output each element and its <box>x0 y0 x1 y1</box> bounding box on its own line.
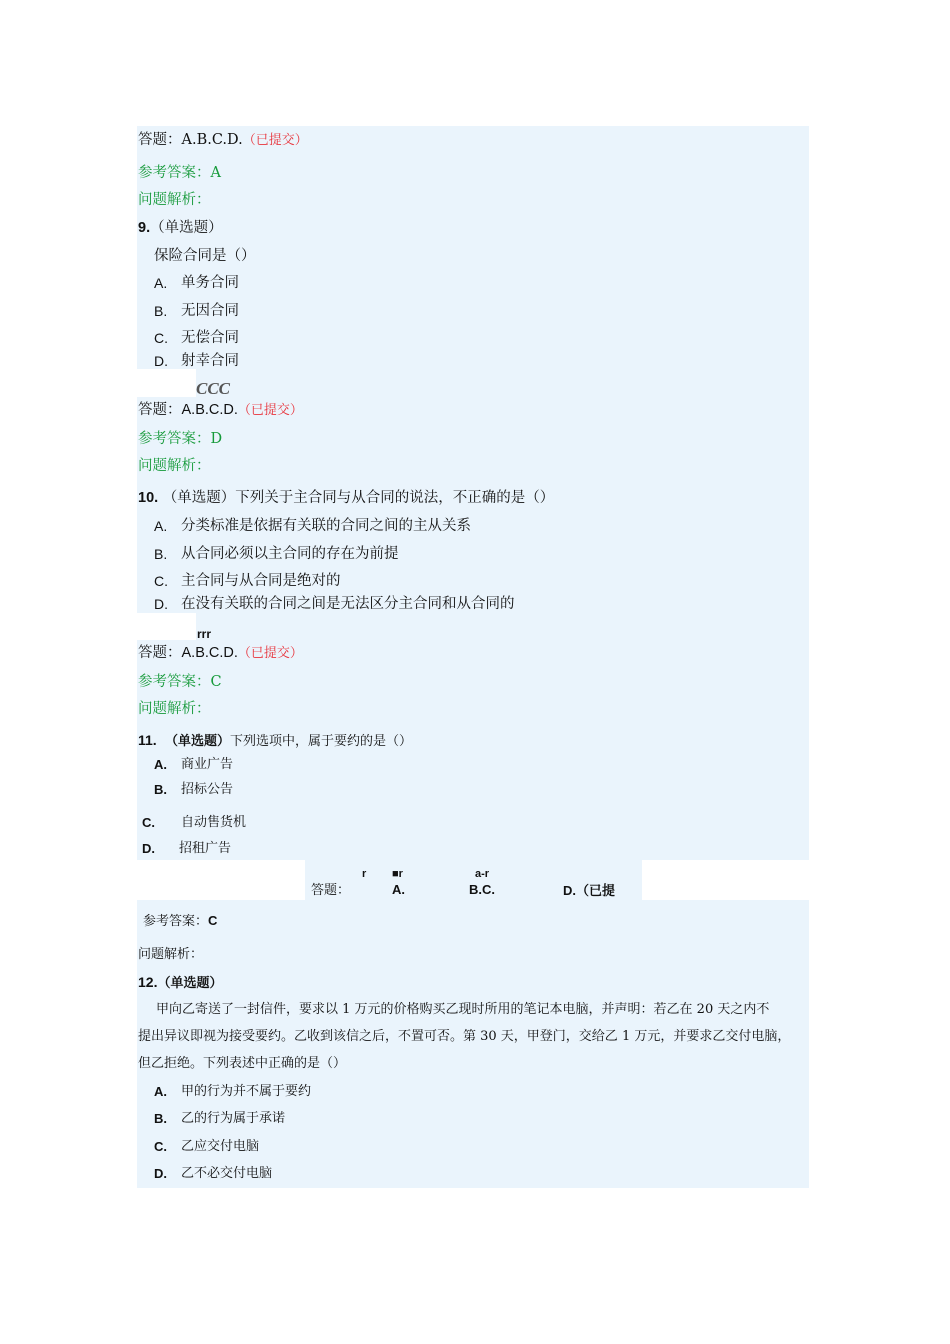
q9-submitted-status: （已提交） <box>237 403 303 418</box>
q10-submitted-status: （已提交） <box>237 646 303 661</box>
q11-reference-value: C <box>208 913 218 928</box>
q11-option-a-letter: A. <box>154 757 167 772</box>
q11-option-b-letter: B. <box>154 782 167 797</box>
q10-option-c-letter: C. <box>154 573 168 589</box>
q10-number: 10. <box>138 490 159 506</box>
q10-option-b-letter: B. <box>154 546 168 562</box>
q12-option-c-text[interactable]: 乙应交付电脑 <box>181 1139 260 1154</box>
q11-stem: 下列选项中，属于要约的是（） <box>229 734 412 749</box>
q11-option-d-text[interactable]: 招租广告 <box>179 841 232 856</box>
q10-reference-answer: 参考答案：C <box>138 674 222 690</box>
q12-option-b-letter: B. <box>154 1111 167 1126</box>
q11-reference-label: 参考答案： <box>143 914 209 929</box>
q9-option-c-text[interactable]: 无偿合同 <box>181 330 239 346</box>
q9-number: 9. <box>138 220 151 236</box>
q10-option-d-text[interactable]: 在没有关联的合同之间是无法区分主合同和从合同的 <box>181 596 515 612</box>
q10-option-a-letter: A. <box>154 518 168 534</box>
q11-option-d-letter: D. <box>142 841 155 856</box>
q8-reference-answer: 参考答案：A <box>138 165 221 181</box>
q11-mark-2: ■r <box>392 868 403 880</box>
q10-selection-marks: rrr <box>197 627 212 641</box>
q12-option-c-letter: C. <box>154 1139 167 1154</box>
q9-answer <box>138 400 303 421</box>
q11-number: 11. <box>138 732 157 748</box>
q11-analysis-label: 问题解析： <box>138 947 204 962</box>
q8-answer-line: 答题：A.B.C.D. <box>138 132 243 148</box>
q10-q11-band <box>137 640 809 802</box>
q12-stem-line-3: 但乙拒绝。下列表述中正确的是（） <box>138 1056 347 1071</box>
q9-stem: 保险合同是（） <box>154 248 256 264</box>
q10-stem: （单选题）下列关于主合同与从合同的说法，不正确的是（） <box>162 490 555 506</box>
q10-analysis-label: 问题解析： <box>138 701 211 717</box>
q9-analysis-label: 问题解析： <box>138 458 211 474</box>
q10-option-c-text[interactable]: 主合同与从合同是绝对的 <box>181 573 341 589</box>
q11-reference-answer <box>143 911 217 932</box>
q11-option-c-letter: C. <box>142 815 155 830</box>
q9-option-a-text[interactable]: 单务合同 <box>181 275 239 291</box>
q11-mark-3: a-r <box>475 868 490 880</box>
q8-answer <box>138 130 308 151</box>
q12-number: 12. <box>138 974 158 990</box>
q8-submitted-status: （已提交） <box>242 133 308 148</box>
q10-option-a-text[interactable]: 分类标准是依据有关联的合同之间的主从关系 <box>181 518 471 534</box>
q10-answer-line: 答题：A.B.C.D. <box>138 645 238 661</box>
q11-answer-a: A. <box>392 882 405 897</box>
q9-option-c-letter: C. <box>154 330 168 346</box>
q10-answer <box>138 643 303 664</box>
q11-option-c-text[interactable]: 自动售货机 <box>181 815 247 830</box>
q9-header <box>138 218 223 238</box>
q9-type: （单选题） <box>150 220 223 236</box>
q9-option-d-text[interactable]: 射幸合同 <box>181 353 239 369</box>
q9-option-b-letter: B. <box>154 303 168 319</box>
q11-mark-1: r <box>362 868 367 880</box>
q12-option-a-text[interactable]: 甲的行为并不属于要约 <box>181 1084 312 1099</box>
q11-answer-bc: B.C. <box>469 882 495 897</box>
q11-type: （单选题） <box>164 734 230 749</box>
q11-option-b-text[interactable]: 招标公告 <box>181 782 234 797</box>
q9-option-d-letter: D. <box>154 353 168 369</box>
q11-option-a-text[interactable]: 商业广告 <box>181 757 234 772</box>
q9-selection-marks: CCC <box>196 379 231 398</box>
q11-answer-d: D.（已提 <box>563 883 616 898</box>
q10-option-b-text[interactable]: 从合同必须以主合同的存在为前提 <box>181 546 399 562</box>
q10-header <box>138 488 554 508</box>
q9-option-b-text[interactable]: 无因合同 <box>181 303 239 319</box>
q11-header <box>138 730 412 752</box>
q12-option-d-letter: D. <box>154 1166 167 1181</box>
q9-answer-line: 答题：A.B.C.D. <box>138 402 238 418</box>
q12-stem-line-2: 提出异议即视为接受要约。乙收到该信之后，不置可否。第 30 天，甲登门，交给乙 1 万元，并要求乙交付电脑， <box>138 1029 791 1044</box>
q12-option-b-text[interactable]: 乙的行为属于承诺 <box>181 1111 286 1126</box>
q10-option-d-letter: D. <box>154 596 168 612</box>
q12-option-a-letter: A. <box>154 1084 167 1099</box>
q12-header <box>138 972 222 994</box>
q9-reference-answer: 参考答案：D <box>138 431 223 447</box>
q11-answer-label: 答题： <box>311 883 351 898</box>
q9-option-a-letter: A. <box>154 275 168 291</box>
q12-option-d-text[interactable]: 乙不必交付电脑 <box>181 1166 273 1181</box>
q8-analysis-label: 问题解析： <box>138 192 211 208</box>
q12-stem-line-1: 甲向乙寄送了一封信件，要求以 1 万元的价格购买乙现时所用的笔记本电脑，并声明：若乙在 20 天之内不 <box>156 1002 770 1017</box>
q12-type: （单选题） <box>157 976 223 991</box>
